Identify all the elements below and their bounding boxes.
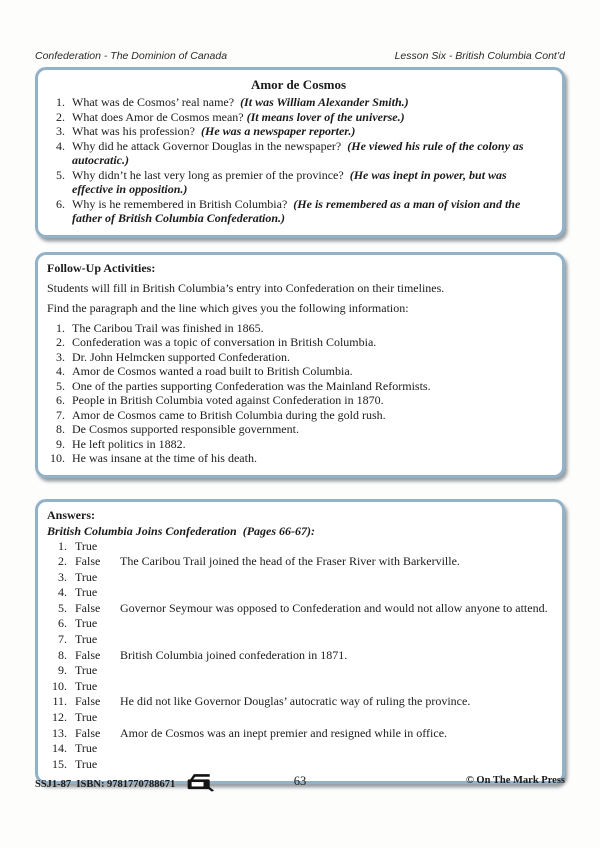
answer-number: 3. [58, 569, 67, 584]
followup-item-text: Amor de Cosmos came to British Columbia during the gold rush. [72, 407, 386, 422]
question-text [72, 110, 550, 125]
answer-number: 14. [52, 741, 67, 756]
followup-item-number: 9. [56, 436, 65, 451]
answer-verdict: False [75, 600, 101, 615]
answer-row [47, 710, 550, 726]
followup-intro-2: Find the paragraph and the line which gives you the following information: [47, 300, 409, 315]
answer-verdict: True [75, 569, 98, 584]
answer-number: 12. [52, 710, 67, 725]
answer-row [47, 616, 550, 632]
answer-row [47, 570, 550, 586]
followup-item-number: 6. [56, 393, 65, 407]
answer-verdict: True [75, 741, 98, 756]
followup-item [47, 350, 550, 365]
question-text [72, 197, 550, 226]
answer-verdict: False [75, 725, 101, 740]
answer-note [120, 570, 550, 586]
question-item [47, 168, 550, 197]
followup-item-text: One of the parties supporting Confederation was the Mainland Reformists. [72, 378, 431, 393]
question-answer: (It was William Alexander Smith.) [240, 95, 409, 109]
answer-number: 13. [52, 725, 67, 740]
question-answer: (He viewed his rule of the colony as autocratic.) [72, 138, 524, 167]
answer-row [47, 694, 550, 710]
followup-item [47, 437, 550, 452]
followup-item-text: People in British Columbia voted against Confederation in 1870. [72, 393, 384, 407]
followup-item-text: Confederation was a topic of conversation in British Columbia. [72, 335, 377, 349]
copyright: © On The Mark Press [465, 775, 565, 786]
answer-note [120, 679, 550, 695]
answer-row [47, 741, 550, 757]
answer-verdict: False [75, 554, 101, 569]
answer-number: 9. [58, 663, 67, 678]
questions-box [35, 67, 565, 238]
question-item [47, 124, 550, 139]
answers-list [47, 539, 550, 773]
isbn-label: SSJ1-87 ISBN: 9781770788671 [35, 778, 176, 790]
answer-row [47, 648, 550, 664]
followup-intro-1: Students will fill in British Columbia’s entry into Confederation on their timelines. [47, 280, 445, 295]
followup-title: Follow-Up Activities: [47, 260, 156, 275]
answers-subtitle: British Columbia Joins Confederation (Pages 66-67): [47, 523, 316, 538]
question-item [47, 110, 550, 125]
answer-verdict: True [75, 756, 98, 771]
question-number: 2. [56, 109, 65, 124]
question-item [47, 197, 550, 226]
answer-verdict: False [75, 694, 101, 709]
answer-number: 10. [52, 678, 67, 693]
answer-note [120, 663, 550, 679]
answer-row [47, 679, 550, 695]
followup-item-text: He was insane at the time of his death. [72, 451, 257, 465]
answer-row [47, 601, 550, 617]
followup-box [35, 252, 565, 478]
followup-item [47, 422, 550, 437]
followup-item-number: 5. [56, 378, 65, 393]
answers-box [35, 499, 565, 785]
answer-number: 4. [58, 585, 67, 600]
answer-note: Amor de Cosmos was an inept premier and resigned while in office. [120, 725, 448, 740]
answers-title: Answers: [47, 507, 95, 522]
followup-item [47, 451, 550, 466]
questions-list [47, 95, 550, 226]
question: Why didn’t he last very long as premier of the province? [72, 167, 347, 182]
answer-verdict: False [75, 647, 101, 662]
question-number: 6. [56, 196, 65, 211]
answer-note: British Columbia joined confederation in 1871. [120, 647, 348, 662]
header-lesson-title: Lesson Six - British Columbia Cont’d [394, 50, 565, 62]
followup-item-text: De Cosmos supported responsible government. [72, 422, 299, 436]
question: Why did he attack Governor Douglas in the newspaper? [72, 138, 345, 153]
questions-box-title: Amor de Cosmos [250, 77, 347, 92]
followup-item [47, 364, 550, 379]
question-item [47, 139, 550, 168]
answer-number: 11. [52, 694, 67, 709]
answer-number: 8. [58, 647, 67, 662]
followup-item [47, 321, 550, 336]
answer-note: The Caribou Trail joined the head of the Fraser River with Barkerville. [120, 554, 460, 569]
page-footer [35, 770, 565, 794]
followup-item-number: 7. [56, 407, 65, 422]
answer-verdict: True [75, 632, 98, 647]
question-answer: (He was a newspaper reporter.) [200, 124, 356, 138]
page-number: 63 [293, 774, 307, 788]
answer-verdict: True [75, 710, 98, 725]
answer-row [47, 539, 550, 555]
question-number: 1. [56, 95, 65, 109]
followup-item-number: 1. [56, 320, 65, 335]
question: What does Amor de Cosmos mean? [72, 109, 244, 124]
answer-verdict: True [75, 678, 98, 693]
answer-note [120, 632, 550, 648]
followup-item-number: 2. [56, 335, 65, 349]
answer-number: 5. [58, 600, 67, 615]
followup-list [47, 321, 550, 466]
answer-note [120, 710, 550, 726]
question-answer: (He was inept in power, but was effective in opposition.) [72, 167, 507, 196]
answer-note [120, 741, 550, 757]
answer-verdict: True [75, 663, 98, 678]
question-number: 5. [56, 167, 65, 182]
question-text [72, 139, 550, 168]
answer-note [120, 585, 550, 601]
answer-note [120, 539, 550, 555]
question-answer: (He is remembered as a man of vision and the father of British Columbia Confederation.) [72, 196, 521, 225]
question: What was de Cosmos’ real name? [72, 95, 238, 109]
followup-item-number: 10. [50, 451, 65, 465]
answer-note: He did not like Governor Douglas’ autocratic way of ruling the province. [120, 694, 471, 709]
followup-item-text: He left politics in 1882. [72, 436, 186, 451]
answer-row [47, 554, 550, 570]
answer-number: 6. [58, 616, 67, 631]
followup-item-number: 4. [56, 364, 65, 378]
followup-item-text: The Caribou Trail was finished in 1865. [72, 320, 264, 335]
answer-row [47, 632, 550, 648]
page-header [35, 50, 565, 62]
followup-item-text: Amor de Cosmos wanted a road built to British Columbia. [72, 364, 353, 378]
question: Why is he remembered in British Columbia? [72, 196, 291, 211]
followup-item [47, 335, 550, 350]
followup-item [47, 408, 550, 423]
question-text [72, 95, 550, 110]
answer-row [47, 726, 550, 742]
followup-item [47, 393, 550, 408]
followup-item-number: 3. [56, 349, 65, 364]
header-book-title: Confederation - The Dominion of Canada [35, 50, 228, 62]
answer-note [120, 616, 550, 632]
answer-verdict: True [75, 538, 98, 553]
question-text [72, 124, 550, 139]
question-number: 4. [56, 138, 65, 153]
answer-number: 2. [58, 554, 67, 569]
followup-item-text: Dr. John Helmcken supported Confederation. [72, 349, 290, 364]
answer-note: Governor Seymour was opposed to Confederation and would not allow anyone to attend. [120, 600, 548, 615]
answer-verdict: True [75, 616, 98, 631]
followup-item [47, 379, 550, 394]
answer-number: 15. [52, 756, 67, 771]
question: What was his profession? [72, 124, 198, 138]
question-answer: (It means lover of the universe.) [246, 109, 405, 124]
answer-row [47, 663, 550, 679]
answer-number: 1. [58, 538, 67, 553]
followup-item-number: 8. [56, 422, 65, 436]
question-item [47, 95, 550, 110]
answer-verdict: True [75, 585, 98, 600]
answer-number: 7. [58, 632, 67, 647]
question-text [72, 168, 550, 197]
answer-row [47, 585, 550, 601]
question-number: 3. [56, 124, 65, 138]
